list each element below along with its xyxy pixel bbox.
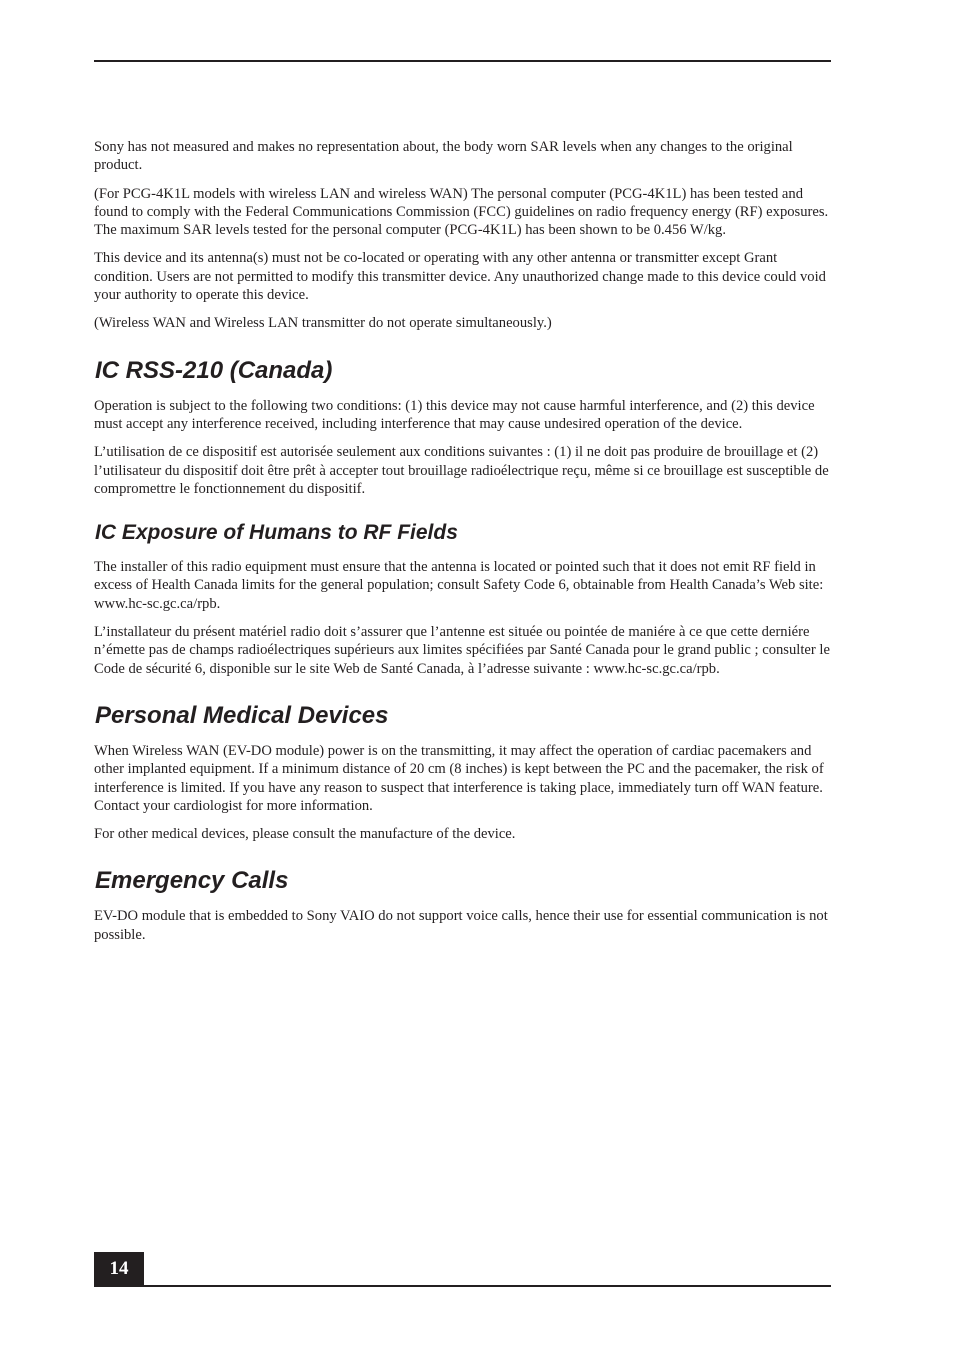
intro-paragraph-2: (For PCG-4K1L models with wireless LAN and wireless WAN) The personal computer (PCG-4K1L) has been tested and found to comply with the Federal Communications Commission (FCC) guidelines on radio frequency energy (RF) exposures. The maximum SAR levels tested for the personal computer (PCG-4K1L) has been shown to be 0.456 W/kg. bbox=[94, 185, 829, 239]
footer-rule bbox=[94, 1285, 831, 1287]
medical-paragraph-1: When Wireless WAN (EV-DO module) power is on the transmitting, it may affect the operation of cardiac pacemakers and other implanted equipment. If a minimum distance of 20 cm (8 inches) is kept between the PC and the pacemaker, the risk of interference is limited. If you have any reason to suspect that interference is taking place, immediately turn off WAN feature. Contact your cardiologist for more information. bbox=[94, 742, 824, 814]
heading-ic-exposure: IC Exposure of Humans to RF Fields bbox=[95, 521, 458, 545]
canada-paragraph-1: Operation is subject to the following two conditions: (1) this device may not cause harmful interference, and (2) this device must accept any interference received, including interference that may cause undesired operation of the device. bbox=[94, 397, 815, 432]
intro-paragraph-3: This device and its antenna(s) must not be co-located or operating with any other antenna or transmitter except Grant condition. Users are not permitted to modify this transmitter device. Any unauthorized change made to this device could void your authority to operate this device. bbox=[94, 250, 826, 304]
page-content bbox=[94, 138, 831, 954]
page-number: 14 bbox=[94, 1252, 144, 1286]
heading-personal-medical-devices: Personal Medical Devices bbox=[95, 701, 389, 729]
medical-paragraph-2: For other medical devices, please consult the manufacture of the device. bbox=[94, 826, 516, 843]
emergency-paragraph-1: EV-DO module that is embedded to Sony VAIO do not support voice calls, hence their use for essential communication is not possible. bbox=[94, 908, 828, 943]
intro-paragraph-4: (Wireless WAN and Wireless LAN transmitter do not operate simultaneously.) bbox=[94, 315, 552, 332]
exposure-paragraph-1: The installer of this radio equipment must ensure that the antenna is located or pointed such that it does not emit RF field in excess of Health Canada limits for the general population; consult Safety Code 6, obtainable from Health Canada’s Web site: www.hc-sc.gc.ca/rpb. bbox=[94, 559, 824, 612]
canada-paragraph-2: L’utilisation de ce dispositif est autorisée seulement aux conditions suivantes : (1) il ne doit pas produire de brouillage et (2) l’utilisateur du dispositif doit être prêt à accepter tout brouillage radioélectrique reçu, même si ce brouillage est susceptible de compromettre le fonctionnement du dispositif. bbox=[94, 444, 829, 497]
heading-emergency-calls: Emergency Calls bbox=[95, 867, 289, 895]
heading-ic-rss-210: IC RSS-210 (Canada) bbox=[95, 356, 333, 384]
exposure-paragraph-2: L’installateur du présent matériel radio doit s’assurer que l’antenne est située ou pointée de maniére à ce que cette derniére n’émette pas de champs radioélectriques supérieurs aux limites spécifiées par Santé Canada pour le grand public ; consulter le Code de sécurité 6, disponible sur le site Web de Santé Canada, à l’adresse suivante : www.hc-sc.gc.ca/rpb. bbox=[94, 624, 830, 677]
intro-paragraph-1: Sony has not measured and makes no representation about, the body worn SAR levels when any changes to the original product. bbox=[94, 139, 793, 174]
header-rule bbox=[94, 60, 831, 62]
